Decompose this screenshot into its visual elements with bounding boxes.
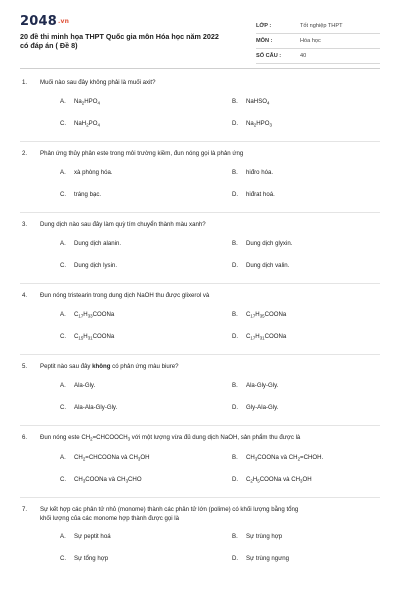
option-a[interactable] — [60, 97, 100, 108]
question-number: 2. — [22, 150, 28, 157]
question-1 — [20, 78, 380, 142]
option-c[interactable] — [60, 403, 117, 412]
formula-part: COONa và CH — [257, 453, 298, 461]
formula-part: COONa — [92, 333, 115, 340]
question-number: 7. — [22, 505, 28, 513]
subscript: 4 — [267, 100, 270, 106]
option-text: Sự trùng ngưng — [246, 554, 290, 562]
question-4 — [20, 291, 380, 355]
option-letter: C. — [60, 404, 67, 411]
option-letter: A. — [60, 240, 66, 247]
option-letter: B. — [232, 453, 238, 461]
formula-part: CH — [246, 453, 255, 461]
subscript: 3 — [82, 478, 86, 483]
subscript: 17 — [250, 313, 256, 319]
question-stem — [20, 362, 380, 372]
option-text: Sự trùng hợp — [246, 532, 283, 540]
question-5 — [20, 362, 380, 426]
formula-part: H — [252, 475, 258, 483]
formula-part: H — [255, 311, 260, 318]
subscript: 2 — [250, 478, 253, 483]
option-letter: A. — [60, 98, 66, 105]
formula-part: Na — [246, 120, 254, 127]
answer-options — [20, 310, 380, 354]
meta-value: Tốt nghiệp THPT — [300, 23, 343, 29]
subscript: 4 — [97, 122, 100, 128]
question-number: 4. — [22, 292, 28, 299]
subscript: 2 — [86, 122, 89, 128]
question-text: Đun nóng tristearin trong dung dịch NaOH thu được glixerol và — [40, 292, 210, 299]
formula-part: CH — [74, 475, 83, 483]
question-number: 3. — [22, 221, 28, 228]
subscript: 4 — [97, 100, 100, 106]
option-letter: A. — [60, 169, 66, 176]
answer-options — [20, 532, 380, 576]
meta-table — [256, 20, 380, 65]
option-text: Ala-Ala-Gly-Gly. — [74, 404, 118, 411]
meta-key: SỐ CÂU : — [256, 53, 282, 59]
formula-part: COONa — [92, 311, 115, 318]
formula-part: C — [74, 333, 79, 340]
formula-part: OH — [140, 453, 150, 461]
option-letter: C. — [60, 554, 67, 562]
option-c[interactable] — [60, 475, 142, 486]
question-divider — [20, 354, 380, 355]
subscript: 2 — [82, 456, 86, 461]
subscript: 2 — [253, 122, 257, 128]
option-letter: B. — [232, 382, 238, 389]
option-letter: B. — [232, 311, 238, 318]
formula-part: H — [83, 333, 88, 340]
document-title — [20, 32, 250, 50]
question-text: có phản ứng màu biure? — [110, 363, 179, 370]
option-letter: A. — [60, 382, 66, 389]
question-number: 6. — [22, 434, 28, 441]
option-letter: A. — [60, 453, 66, 461]
meta-row-subject — [256, 35, 380, 49]
option-a[interactable] — [60, 310, 114, 321]
answer-options — [20, 97, 380, 141]
question-list — [20, 78, 380, 576]
option-letter: B. — [232, 169, 238, 176]
option-text: tráng bạc. — [74, 191, 102, 198]
option-d[interactable] — [232, 119, 272, 130]
subscript: 35 — [259, 313, 265, 319]
option-letter: C. — [60, 475, 67, 483]
option-b[interactable] — [232, 310, 286, 321]
option-c[interactable] — [60, 190, 101, 199]
subscript: 5 — [257, 478, 260, 483]
option-d[interactable] — [232, 261, 289, 270]
option-text: Dung dịch valin. — [246, 262, 290, 269]
question-divider — [20, 141, 380, 142]
question-text: Phản ứng thủy phân este trong môi trường kiềm, đun nóng gọi là phản ứng — [40, 150, 244, 157]
option-b[interactable] — [232, 453, 323, 464]
meta-key: MÔN : — [256, 38, 273, 44]
formula-part: =CHCOONa và CH — [85, 453, 138, 461]
option-text: xà phòng hóa. — [74, 169, 113, 176]
subscript: 3 — [254, 456, 258, 461]
meta-row-count — [256, 50, 380, 64]
option-d[interactable] — [232, 190, 275, 199]
logo-text: 2048 — [20, 14, 57, 29]
formula-part: PO — [88, 120, 98, 127]
option-text: Gly-Ala-Gly. — [246, 404, 279, 411]
option-c[interactable] — [60, 119, 100, 130]
formula-part: C — [246, 333, 251, 340]
option-text: Dung dịch lysin. — [74, 262, 118, 269]
subscript: 2 — [90, 436, 93, 442]
option-a[interactable] — [60, 532, 111, 541]
option-text: Sự tổng hợp — [74, 554, 109, 562]
subscript: 3 — [127, 436, 131, 442]
question-stem — [20, 78, 380, 88]
document-title-line1: 20 đề thi minh họa THPT Quốc gia môn Hóa học năm 2022 — [20, 32, 219, 41]
meta-value: 40 — [300, 53, 307, 59]
option-d[interactable] — [232, 332, 286, 343]
question-text: Muối nào sau đây không phải là muối axit? — [40, 79, 156, 86]
question-text: Peptit nào sau đây — [40, 363, 93, 370]
question-text: Sự kết hợp các phân tử nhỏ (monome) thành các phân tử lớn (polime) có khối lượng bằng tổng — [40, 505, 299, 513]
formula-part: =CHOH. — [300, 453, 324, 461]
option-letter: D. — [232, 475, 239, 483]
formula-part: C — [74, 311, 79, 318]
subscript: 31 — [259, 335, 265, 341]
option-letter: C. — [60, 333, 67, 340]
option-text: hiđro hóa. — [246, 169, 274, 176]
subscript: 15 — [78, 335, 84, 341]
question-number: 5. — [22, 363, 28, 370]
option-letter: D. — [232, 554, 239, 562]
formula-part: NaHSO — [246, 98, 267, 105]
question-3 — [20, 220, 380, 284]
option-letter: C. — [60, 120, 67, 127]
subscript: 33 — [87, 313, 93, 319]
answer-options — [20, 453, 380, 497]
question-emphasis: không — [92, 363, 111, 370]
answer-options — [20, 168, 380, 212]
question-text: khối lượng của các monome hợp thành được gọi là — [40, 514, 180, 522]
formula-part: COONa — [264, 311, 287, 318]
option-letter: D. — [232, 120, 239, 127]
formula-part: CHO — [128, 475, 142, 483]
subscript: 17 — [250, 335, 256, 341]
formula-part: Na — [74, 98, 82, 105]
question-stem — [20, 505, 380, 523]
formula-part: C — [246, 475, 251, 483]
option-letter: A. — [60, 311, 66, 318]
subscript: 3 — [125, 478, 129, 483]
header-divider — [20, 68, 380, 69]
formula-part: C — [246, 311, 251, 318]
option-letter: D. — [232, 262, 239, 269]
formula-part: OH — [302, 475, 312, 483]
question-text: với một lượng vừa đủ dung dịch NaOH, sản phẩm thu được là — [130, 434, 301, 441]
option-letter: C. — [60, 191, 67, 198]
option-text: Sự peptit hoá — [74, 532, 111, 540]
option-b[interactable] — [232, 97, 269, 108]
meta-value: Hóa học — [300, 38, 321, 44]
option-text: Ala-Gly-Gly. — [246, 382, 279, 389]
option-b[interactable] — [232, 532, 282, 541]
question-text: =CHCOOCH — [92, 434, 128, 441]
formula-part: NaH — [74, 120, 87, 127]
option-b[interactable] — [232, 239, 292, 248]
subscript: 31 — [87, 335, 93, 341]
meta-key: LỚP : — [256, 23, 272, 29]
question-stem — [20, 220, 380, 230]
question-7 — [20, 505, 380, 576]
option-d[interactable] — [232, 475, 312, 486]
subscript: 17 — [78, 313, 84, 319]
subscript: 3 — [137, 456, 141, 461]
question-number: 1. — [22, 79, 28, 86]
option-letter: B. — [232, 98, 238, 105]
option-letter: D. — [232, 333, 239, 340]
question-stem — [20, 433, 380, 444]
subscript: 2 — [81, 100, 85, 106]
option-text: Dung dịch glyxin. — [246, 240, 293, 247]
option-c[interactable] — [60, 554, 108, 563]
option-a[interactable] — [60, 453, 150, 464]
option-b[interactable] — [232, 168, 273, 177]
option-a[interactable] — [60, 239, 121, 248]
meta-row-class — [256, 20, 380, 34]
question-6 — [20, 433, 380, 498]
option-text: hiđrat hoá. — [246, 191, 275, 198]
subscript: 2 — [297, 456, 301, 461]
question-divider — [20, 425, 380, 426]
option-d[interactable] — [232, 554, 289, 563]
formula-part: COONa và CH — [85, 475, 126, 483]
site-logo[interactable] — [20, 14, 69, 29]
option-letter: B. — [232, 240, 238, 247]
subscript: 3 — [269, 122, 272, 128]
formula-part: HPO — [256, 120, 270, 127]
question-divider — [20, 497, 380, 498]
option-letter: B. — [232, 532, 238, 540]
question-stem — [20, 149, 380, 159]
question-text: Đun nóng este CH — [40, 434, 91, 441]
formula-part: COONa — [264, 333, 287, 340]
answer-options — [20, 381, 380, 425]
header — [20, 10, 380, 60]
formula-part: CH — [74, 453, 83, 461]
formula-part: COONa và CH — [259, 475, 301, 483]
formula-part: HPO — [84, 98, 98, 105]
option-text: Ala-Gly. — [74, 382, 96, 389]
subscript: 3 — [300, 478, 303, 483]
option-b[interactable] — [232, 381, 278, 390]
option-text: Dung dịch alanin. — [74, 240, 122, 247]
logo-tld: .vn — [57, 18, 70, 25]
option-c[interactable] — [60, 261, 117, 270]
document-title-line2: có đáp án ( Đề 8) — [20, 41, 78, 50]
option-a[interactable] — [60, 381, 95, 390]
option-a[interactable] — [60, 168, 113, 177]
option-letter: D. — [232, 404, 239, 411]
question-divider — [20, 212, 380, 213]
option-d[interactable] — [232, 403, 278, 412]
option-letter: C. — [60, 262, 67, 269]
option-c[interactable] — [60, 332, 114, 343]
formula-part: H — [83, 311, 88, 318]
question-2 — [20, 149, 380, 213]
option-letter: D. — [232, 191, 239, 198]
formula-part: H — [255, 333, 260, 340]
question-stem — [20, 291, 380, 301]
answer-options — [20, 239, 380, 283]
question-divider — [20, 283, 380, 284]
option-letter: A. — [60, 532, 66, 540]
question-text: Dung dịch nào sau đây làm quỳ tím chuyển thành màu xanh? — [40, 221, 206, 228]
